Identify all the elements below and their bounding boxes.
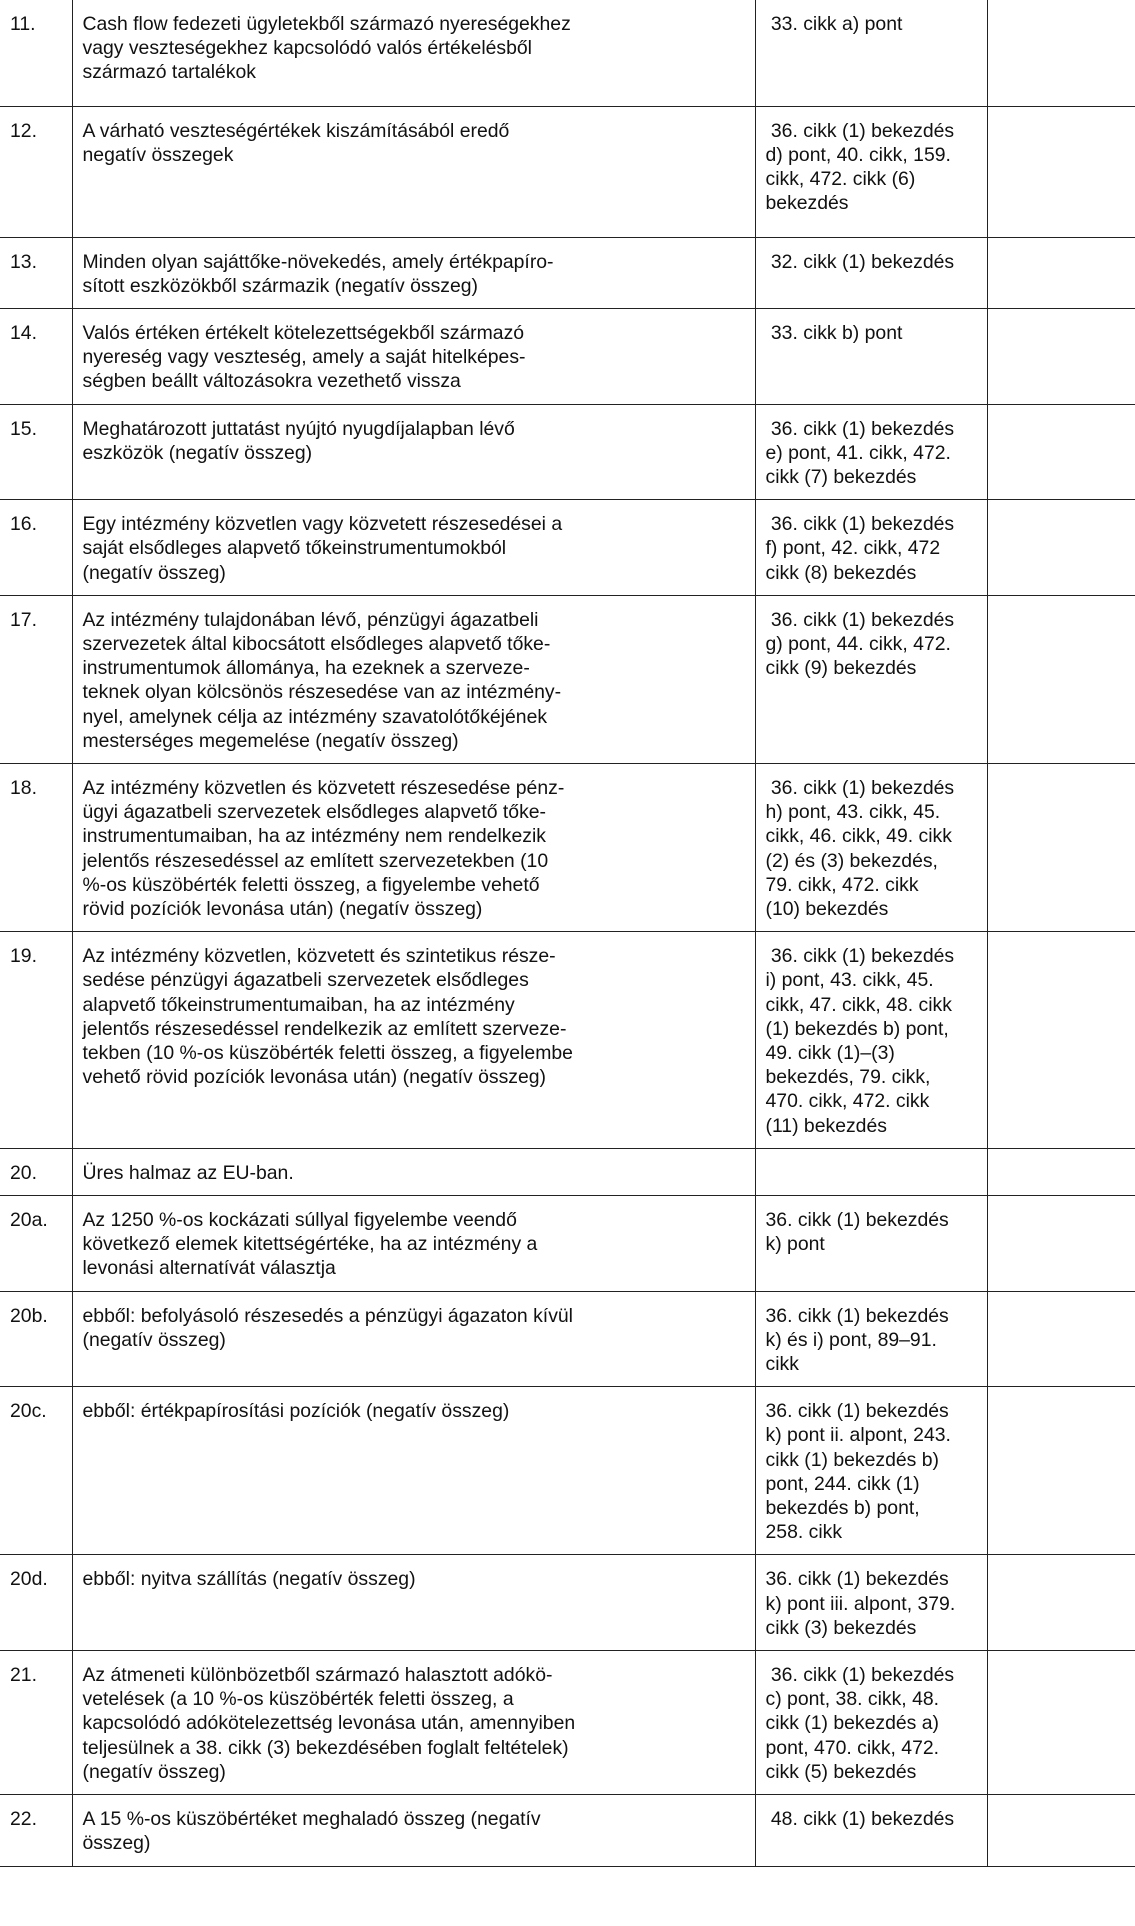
table-row xyxy=(0,932,1135,1149)
item-description xyxy=(72,1387,755,1555)
legal-reference xyxy=(755,1555,987,1651)
description-line: Minden olyan sajáttőke-növekedés, amely értékpapíro- xyxy=(82,250,554,273)
reference-line: 36. cikk (1) bekezdés xyxy=(765,1664,955,1687)
description-line: tekben (10 %-os küszöbérték feletti összeg, a figyelembe xyxy=(82,1041,573,1064)
reference-line: cikk (3) bekezdés xyxy=(765,1616,917,1639)
description-line: kapcsolódó adókötelezettség levonása után, amennyiben xyxy=(82,1712,576,1735)
description-line: ügyi ágazatbeli szervezetek elsődleges alapvető tőke- xyxy=(82,801,547,824)
legal-reference xyxy=(755,404,987,500)
amount-cell xyxy=(987,308,1135,404)
legal-reference xyxy=(755,763,987,931)
legal-reference xyxy=(755,1651,987,1795)
row-number: 22. xyxy=(0,1795,72,1867)
description-line: ebből: befolyásoló részesedés a pénzügyi ágazaton kívül xyxy=(82,1304,573,1327)
legal-reference xyxy=(755,1291,987,1387)
amount-cell xyxy=(987,595,1135,763)
table-row xyxy=(0,500,1135,596)
reference-line: f) pont, 42. cikk, 472 xyxy=(765,537,941,560)
reference-line: (1) bekezdés b) pont, xyxy=(765,1017,949,1040)
description-line: Valós értéken értékelt kötelezettségekből származó xyxy=(82,321,525,344)
description-line: %-os küszöbérték feletti összeg, a figyelembe vehető xyxy=(82,873,540,896)
table-row xyxy=(0,1795,1135,1867)
description-line: vehető rövid pozíciók levonása után) (negatív összeg) xyxy=(82,1066,546,1089)
reference-line: 36. cikk (1) bekezdés xyxy=(765,1400,949,1423)
description-line: nyel, amelynek célja az intézmény szavatolótőkéjének xyxy=(82,705,548,728)
reference-line: 36. cikk (1) bekezdés xyxy=(765,1304,949,1327)
description-line: teknek olyan kölcsönös részesedése van az intézmény- xyxy=(82,681,562,704)
row-number: 11. xyxy=(0,0,72,106)
row-number: 19. xyxy=(0,932,72,1149)
amount-cell xyxy=(987,1651,1135,1795)
description-line: A 15 %-os küszöbértéket meghaladó összeg (negatív xyxy=(82,1808,541,1831)
item-description xyxy=(72,1651,755,1795)
table-row xyxy=(0,106,1135,237)
table-row xyxy=(0,1387,1135,1555)
description-line: sedése pénzügyi ágazatbeli szervezetek elsődleges xyxy=(82,969,529,992)
description-line: Az intézmény tulajdonában lévő, pénzügyi ágazatbeli xyxy=(82,608,539,631)
amount-cell xyxy=(987,237,1135,308)
reference-line: k) és i) pont, 89–91. xyxy=(765,1328,937,1351)
legal-reference xyxy=(755,308,987,404)
reference-line: cikk, 47. cikk, 48. cikk xyxy=(765,993,952,1016)
reference-line: k) pont ii. alpont, 243. xyxy=(765,1424,951,1447)
description-line: sított eszközökből származik (negatív összeg) xyxy=(82,274,479,297)
item-description xyxy=(72,1555,755,1651)
description-line: levonási alternatívát választja xyxy=(82,1257,336,1280)
amount-cell xyxy=(987,0,1135,106)
description-line: eszközök (negatív összeg) xyxy=(82,441,313,464)
table-row xyxy=(0,1291,1135,1387)
reference-line: bekezdés, 79. cikk, xyxy=(765,1066,931,1089)
legal-reference xyxy=(755,932,987,1149)
reference-line: 33. cikk b) pont xyxy=(765,321,903,344)
row-number: 20b. xyxy=(0,1291,72,1387)
reference-line: (11) bekezdés xyxy=(765,1114,887,1137)
item-description xyxy=(72,1148,755,1195)
reference-line: 258. cikk xyxy=(765,1521,843,1544)
reference-line: 36. cikk (1) bekezdés xyxy=(765,608,955,631)
legal-reference xyxy=(755,106,987,237)
reference-line: 470. cikk, 472. cikk xyxy=(765,1090,930,1113)
legal-reference xyxy=(755,1148,987,1195)
item-description xyxy=(72,106,755,237)
description-line: mesterséges megemelése (negatív összeg) xyxy=(82,729,459,752)
table-row xyxy=(0,404,1135,500)
description-line: ebből: értékpapírosítási pozíciók (negatív összeg) xyxy=(82,1400,510,1423)
amount-cell xyxy=(987,500,1135,596)
description-line: Az intézmény közvetlen és közvetett részesedése pénz- xyxy=(82,776,565,799)
item-description xyxy=(72,1196,755,1292)
table-row xyxy=(0,237,1135,308)
description-line: Az intézmény közvetlen, közvetett és szintetikus része- xyxy=(82,945,556,968)
legal-reference xyxy=(755,0,987,106)
description-line: vetelések (a 10 %-os küszöbérték feletti összeg, a xyxy=(82,1688,514,1711)
amount-cell xyxy=(987,932,1135,1149)
row-number: 14. xyxy=(0,308,72,404)
item-description xyxy=(72,1291,755,1387)
legal-reference xyxy=(755,595,987,763)
reference-line: cikk, 46. cikk, 49. cikk xyxy=(765,825,952,848)
amount-cell xyxy=(987,106,1135,237)
reference-line: 36. cikk (1) bekezdés xyxy=(765,776,955,799)
description-line: A várható veszteségértékek kiszámításából eredő xyxy=(82,119,510,142)
reference-line: 48. cikk (1) bekezdés xyxy=(765,1808,955,1831)
description-line: Cash flow fedezeti ügyletekből származó nyereségekhez xyxy=(82,13,571,35)
row-number: 21. xyxy=(0,1651,72,1795)
item-description xyxy=(72,500,755,596)
amount-cell xyxy=(987,1795,1135,1867)
reference-line: 36. cikk (1) bekezdés xyxy=(765,119,955,142)
reference-line: (10) bekezdés xyxy=(765,897,889,920)
description-line: alapvető tőkeinstrumentumaiban, ha az intézmény xyxy=(82,993,515,1016)
reference-line: i) pont, 43. cikk, 45. xyxy=(765,969,934,992)
legal-reference xyxy=(755,237,987,308)
reference-line: h) pont, 43. cikk, 45. xyxy=(765,801,941,824)
reference-line: bekezdés xyxy=(765,192,849,215)
reference-line: cikk xyxy=(765,1353,799,1376)
amount-cell xyxy=(987,1555,1135,1651)
reference-line: 32. cikk (1) bekezdés xyxy=(765,250,955,273)
row-number: 20. xyxy=(0,1148,72,1195)
row-number: 13. xyxy=(0,237,72,308)
reference-line: pont, 244. cikk (1) xyxy=(765,1472,920,1495)
description-line: instrumentumaiban, ha az intézmény nem rendelkezik xyxy=(82,825,546,848)
item-description xyxy=(72,1795,755,1867)
description-line: összeg) xyxy=(82,1832,151,1855)
row-number: 18. xyxy=(0,763,72,931)
description-line: származó tartalékok xyxy=(82,61,257,84)
reference-line: 36. cikk (1) bekezdés xyxy=(765,513,955,536)
reference-line: cikk (9) bekezdés xyxy=(765,657,917,680)
description-line: Üres halmaz az EU-ban. xyxy=(82,1161,294,1184)
reference-line: 36. cikk (1) bekezdés xyxy=(765,417,955,440)
reference-line: cikk (5) bekezdés xyxy=(765,1760,917,1783)
table-row xyxy=(0,1555,1135,1651)
item-description xyxy=(72,237,755,308)
description-line: ségben beállt változásokra vezethető vissza xyxy=(82,370,461,393)
reference-line: e) pont, 41. cikk, 472. xyxy=(765,441,951,464)
reference-line: g) pont, 44. cikk, 472. xyxy=(765,632,951,655)
reference-line: cikk (8) bekezdés xyxy=(765,561,917,584)
description-line: vagy veszteségekhez kapcsolódó valós értékelésből xyxy=(82,37,532,60)
description-line: (negatív összeg) xyxy=(82,1328,226,1351)
table-row xyxy=(0,595,1135,763)
description-line: ebből: nyitva szállítás (negatív összeg) xyxy=(82,1568,416,1591)
description-line: Az 1250 %-os kockázati súllyal figyelembe veendő xyxy=(82,1209,517,1231)
reference-line: k) pont xyxy=(765,1233,825,1256)
row-number: 15. xyxy=(0,404,72,500)
row-number: 12. xyxy=(0,106,72,237)
description-line: következő elemek kitettségértéke, ha az intézmény a xyxy=(82,1233,538,1256)
reference-line: pont, 470. cikk, 472. xyxy=(765,1736,940,1759)
table-row xyxy=(0,763,1135,931)
description-line: jelentős részesedéssel rendelkezik az említett szerveze- xyxy=(82,1017,567,1040)
table-row xyxy=(0,1148,1135,1195)
reference-line: c) pont, 38. cikk, 48. xyxy=(765,1688,940,1711)
description-line: rövid pozíciók levonása után) (negatív összeg) xyxy=(82,897,483,920)
amount-cell xyxy=(987,1148,1135,1195)
amount-cell xyxy=(987,1387,1135,1555)
description-line: negatív összegek xyxy=(82,143,234,166)
item-description xyxy=(72,763,755,931)
row-number: 20a. xyxy=(0,1196,72,1292)
description-line: (negatív összeg) xyxy=(82,1760,226,1783)
legal-reference xyxy=(755,1795,987,1867)
description-line: (negatív összeg) xyxy=(82,561,226,584)
legal-reference xyxy=(755,1387,987,1555)
reference-line: 36. cikk (1) bekezdés xyxy=(765,945,955,968)
description-line: nyereség vagy veszteség, amely a saját hitelképes- xyxy=(82,346,526,369)
amount-cell xyxy=(987,763,1135,931)
item-description xyxy=(72,308,755,404)
reference-line: cikk (1) bekezdés a) xyxy=(765,1712,940,1735)
legal-reference xyxy=(755,1196,987,1292)
description-line: teljesülnek a 38. cikk (3) bekezdésében foglalt feltételek) xyxy=(82,1736,569,1759)
reference-line: 79. cikk, 472. cikk xyxy=(765,873,919,896)
reference-line: cikk, 472. cikk (6) xyxy=(765,167,916,190)
reference-line: 49. cikk (1)–(3) xyxy=(765,1041,895,1064)
item-description xyxy=(72,0,755,106)
description-line: saját elsődleges alapvető tőkeinstrumentumokból xyxy=(82,537,507,560)
amount-cell xyxy=(987,1291,1135,1387)
item-description xyxy=(72,404,755,500)
reference-line: 36. cikk (1) bekezdés xyxy=(765,1209,949,1231)
item-description xyxy=(72,932,755,1149)
reference-line: d) pont, 40. cikk, 159. xyxy=(765,143,951,166)
description-line: Meghatározott juttatást nyújtó nyugdíjalapban lévő xyxy=(82,417,515,440)
description-line: jelentős részesedéssel az említett szervezetekben (10 xyxy=(82,849,549,872)
amount-cell xyxy=(987,1196,1135,1292)
table-row xyxy=(0,1196,1135,1292)
legal-reference xyxy=(755,500,987,596)
reference-line: cikk (1) bekezdés b) xyxy=(765,1448,940,1471)
description-line: Egy intézmény közvetlen vagy közvetett részesedései a xyxy=(82,513,563,536)
amount-cell xyxy=(987,404,1135,500)
reference-line: k) pont iii. alpont, 379. xyxy=(765,1592,956,1615)
row-number: 20d. xyxy=(0,1555,72,1651)
table-row xyxy=(0,1651,1135,1795)
row-number: 20c. xyxy=(0,1387,72,1555)
reference-line: 33. cikk a) pont xyxy=(765,13,903,35)
reference-line: 36. cikk (1) bekezdés xyxy=(765,1568,949,1591)
table-row xyxy=(0,0,1135,106)
description-line: szervezetek által kibocsátott elsődleges alapvető tőke- xyxy=(82,632,551,655)
table-row xyxy=(0,308,1135,404)
reference-line: cikk (7) bekezdés xyxy=(765,465,917,488)
item-description xyxy=(72,595,755,763)
row-number: 16. xyxy=(0,500,72,596)
description-line: Az átmeneti különbözetből származó halasztott adókö- xyxy=(82,1664,553,1687)
reference-line: bekezdés b) pont, xyxy=(765,1497,920,1520)
description-line: instrumentumok állománya, ha ezeknek a szerveze- xyxy=(82,657,530,680)
row-number: 17. xyxy=(0,595,72,763)
reference-line: (2) és (3) bekezdés, xyxy=(765,849,938,872)
